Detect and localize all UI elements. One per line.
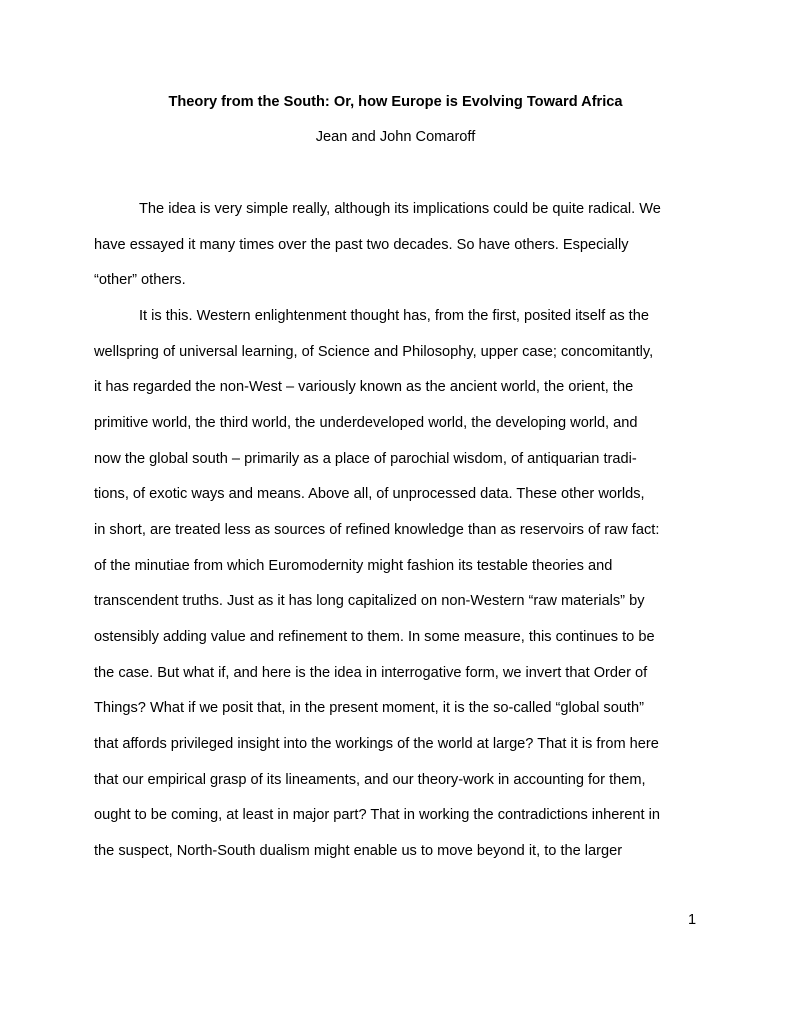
paragraph-line: have essayed it many times over the past two decades. So have others. Especially — [94, 237, 629, 253]
paragraph-line: ought to be coming, at least in major part? That in working the contradictions inherent in — [94, 807, 660, 823]
paragraph-line: in short, are treated less as sources of refined knowledge than as reservoirs of raw fact: — [94, 522, 660, 538]
paragraph-line: “other” others. — [94, 272, 186, 288]
page-number: 1 — [688, 912, 697, 928]
paragraph-line: the case. But what if, and here is the idea in interrogative form, we invert that Order of — [94, 665, 648, 681]
paragraph-line: ostensibly adding value and refinement to them. In some measure, this continues to be — [94, 629, 655, 645]
document-authors: Jean and John Comaroff — [315, 129, 476, 145]
paragraph-line: of the minutiae from which Euromodernity might fashion its testable theories and — [94, 558, 613, 574]
paragraph-line: tions, of exotic ways and means. Above all, of unprocessed data. These other worlds, — [94, 486, 645, 502]
paragraph-line: It is this. Western enlightenment thought has, from the first, posited itself as the — [139, 308, 649, 324]
paragraph-line: that our empirical grasp of its lineaments, and our theory-work in accounting for them, — [94, 772, 646, 788]
paragraph-line: The idea is very simple really, although its implications could be quite radical. We — [139, 201, 661, 217]
paragraph-line: Things? What if we posit that, in the present moment, it is the so-called “global south” — [94, 700, 644, 716]
paragraph-line: primitive world, the third world, the underdeveloped world, the developing world, and — [94, 415, 638, 431]
paragraph-line: that affords privileged insight into the workings of the world at large? That it is from here — [94, 736, 659, 752]
paragraph-line: now the global south – primarily as a place of parochial wisdom, of antiquarian tradi- — [94, 451, 637, 467]
document-title: Theory from the South: Or, how Europe is Evolving Toward Africa — [168, 94, 623, 110]
paragraph-line: transcendent truths. Just as it has long capitalized on non-Western “raw materials” by — [94, 593, 645, 609]
paragraph-line: the suspect, North-South dualism might enable us to move beyond it, to the larger — [94, 843, 623, 859]
paragraph-line: wellspring of universal learning, of Science and Philosophy, upper case; concomitantly, — [94, 344, 654, 360]
paragraph-line: it has regarded the non-West – variously known as the ancient world, the orient, the — [94, 379, 634, 395]
